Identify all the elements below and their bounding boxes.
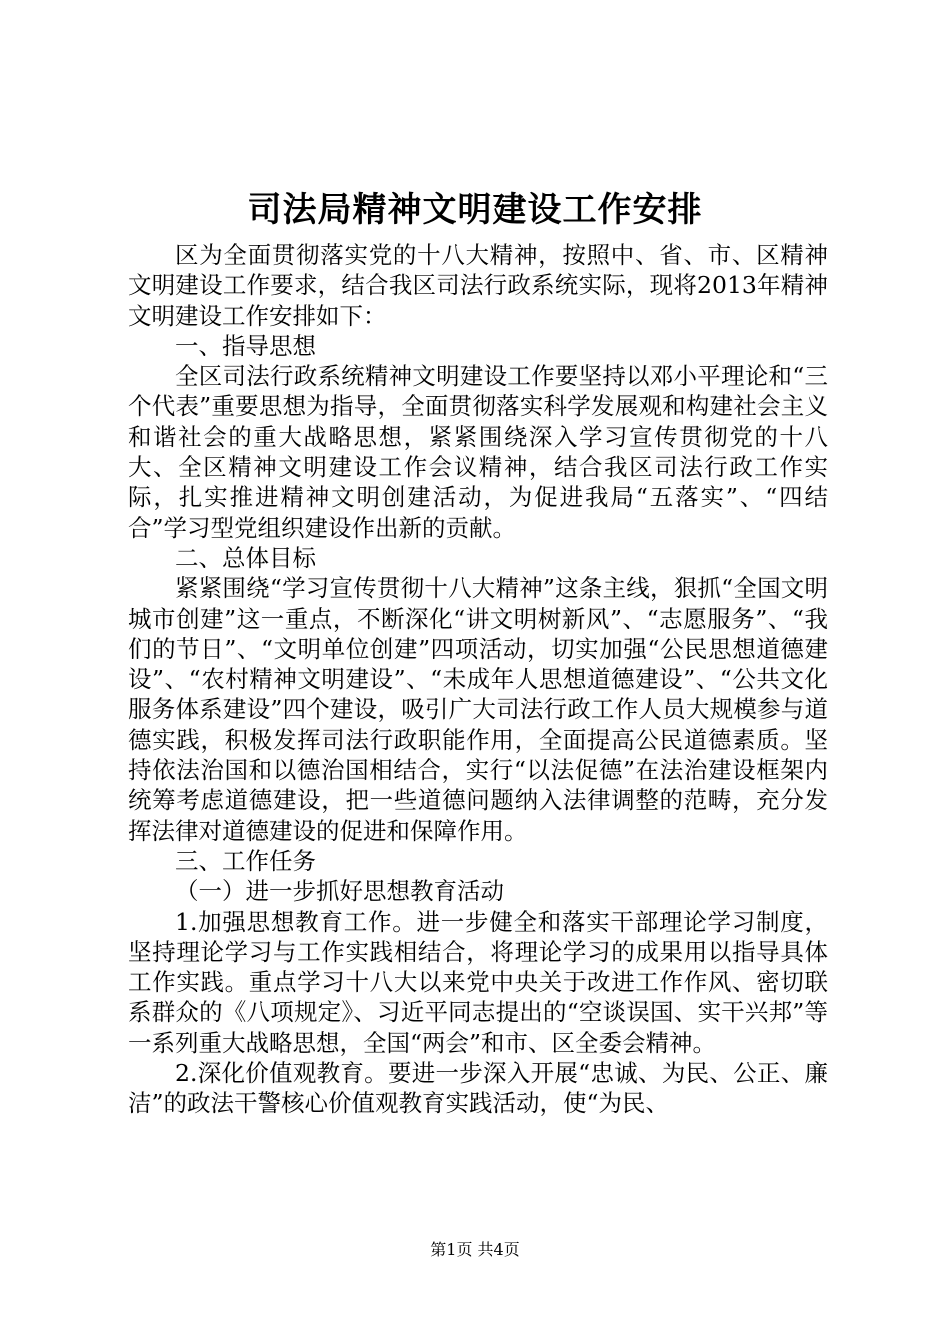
intro-paragraph: 区为全面贯彻落实党的十八大精神，按照中、省、市、区精神文明建设工作要求，结合我区司法行政系统实际，现将2013年精神文明建设工作安排如下：: [128, 241, 828, 330]
document-body: [128, 240, 828, 1119]
subsection-heading-education: （一）进一步抓好思想教育活动: [175, 877, 504, 906]
page-number-footer: 第1页 共4页: [430, 1240, 520, 1259]
section-heading-overall-goals: 二、总体目标: [175, 543, 316, 572]
section-heading-guiding-ideology: 一、指导思想: [175, 331, 316, 360]
document-title: 司法局精神文明建设工作安排: [247, 190, 703, 230]
section-heading-work-tasks: 三、工作任务: [175, 846, 316, 875]
paragraph-task-1: 1.加强思想教育工作。进一步健全和落实干部理论学习制度，坚持理论学习与工作实践相结合，将理论学习的成果用以指导具体工作实践。重点学习十八大以来党中央关于改进工作作风、密切联系群众的《八项规定》、习近平同志提出的“空谈误国、实干兴邦”等一系列重大战略思想，全国“两会”和市、区全委会精神。: [128, 907, 828, 1057]
paragraph-task-2: 2.深化价值观教育。要进一步深入开展“忠诚、为民、公正、廉洁”的政法干警核心价值观教育实践活动，使“为民、: [128, 1059, 828, 1118]
paragraph-overall-goals: 紧紧围绕“学习宣传贯彻十八大精神”这条主线，狠抓“全国文明城市创建”这一重点，不断深化“讲文明树新风”、“志愿服务”、“我们的节日”、“文明单位创建”四项活动，切实加强“公民思想道德建设”、“农村精神文明建设”、“未成年人思想道德建设”、“公共文化服务体系建设”四个建设，吸引广大司法行政工作人员大规模参与道德实践，积极发挥司法行政职能作用，全面提高公民道德素质。坚持依法治国和以德治国相结合，实行“以法促德”在法治建设框架内统筹考虑道德建设，把一些道德问题纳入法律调整的范畴，充分发挥法律对道德建设的促进和保障作用。: [128, 574, 828, 845]
paragraph-guiding-ideology: 全区司法行政系统精神文明建设工作要坚持以邓小平理论和“三个代表”重要思想为指导，全面贯彻落实科学发展观和构建社会主义和谐社会的重大战略思想，紧紧围绕深入学习宣传贯彻党的十八大、全区精神文明建设工作会议精神，结合我区司法行政工作实际，扎实推进精神文明创建活动，为促进我局“五落实”、“四结合”学习型党组织建设作出新的贡献。: [128, 362, 828, 542]
